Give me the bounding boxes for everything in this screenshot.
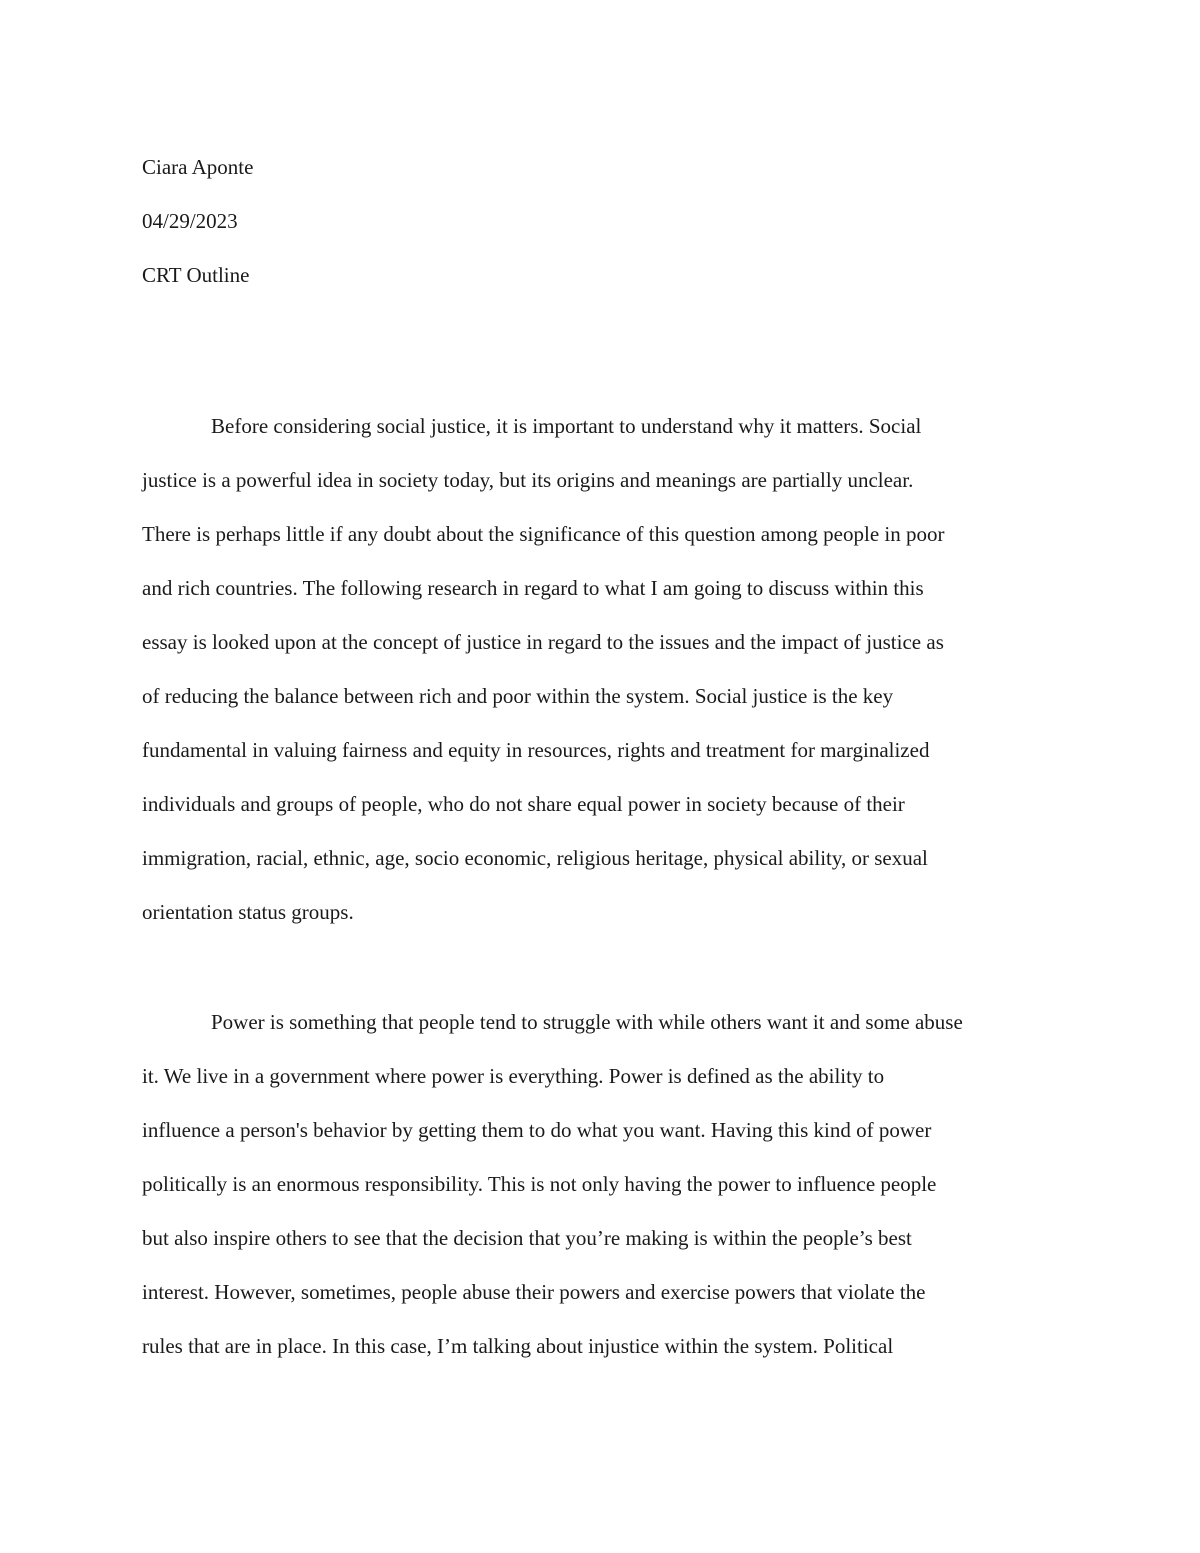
paragraph-line: individuals and groups of people, who do not share equal power in society because of their bbox=[142, 792, 905, 816]
paragraph-line: orientation status groups. bbox=[142, 900, 354, 924]
paragraph-line: immigration, racial, ethnic, age, socio economic, religious heritage, physical ability, or sexual bbox=[142, 846, 928, 870]
document-date: 04/29/2023 bbox=[142, 209, 238, 233]
paragraph-line: Before considering social justice, it is important to understand why it matters. Social bbox=[211, 414, 922, 438]
document-header bbox=[142, 140, 1072, 302]
paragraph-2 bbox=[142, 995, 1058, 1373]
paragraph-line: it. We live in a government where power is everything. Power is defined as the ability to bbox=[142, 1064, 885, 1088]
paragraph-line: Power is something that people tend to struggle with while others want it and some abuse bbox=[211, 1010, 963, 1034]
paragraph-line: essay is looked upon at the concept of justice in regard to the issues and the impact of justice as bbox=[142, 630, 944, 654]
paragraph-line: and rich countries. The following research in regard to what I am going to discuss within this bbox=[142, 576, 924, 600]
document-title: CRT Outline bbox=[142, 263, 250, 287]
paragraph-1 bbox=[142, 399, 1058, 939]
paragraph-line: interest. However, sometimes, people abuse their powers and exercise powers that violate the bbox=[142, 1280, 926, 1304]
paragraph-line: influence a person's behavior by getting them to do what you want. Having this kind of power bbox=[142, 1118, 932, 1142]
paragraph-line: rules that are in place. In this case, I’m talking about injustice within the system. Political bbox=[142, 1334, 894, 1358]
paragraph-line: of reducing the balance between rich and poor within the system. Social justice is the key bbox=[142, 684, 894, 708]
author-name: Ciara Aponte bbox=[142, 155, 254, 179]
paragraph-line: fundamental in valuing fairness and equity in resources, rights and treatment for marginalized bbox=[142, 738, 930, 762]
paragraph-line: but also inspire others to see that the decision that you’re making is within the people’s best bbox=[142, 1226, 912, 1250]
paragraph-line: politically is an enormous responsibility. This is not only having the power to influence people bbox=[142, 1172, 937, 1196]
paragraph-line: justice is a powerful idea in society today, but its origins and meanings are partially unclear. bbox=[142, 468, 914, 492]
paragraph-line: There is perhaps little if any doubt about the significance of this question among people in poor bbox=[142, 522, 945, 546]
